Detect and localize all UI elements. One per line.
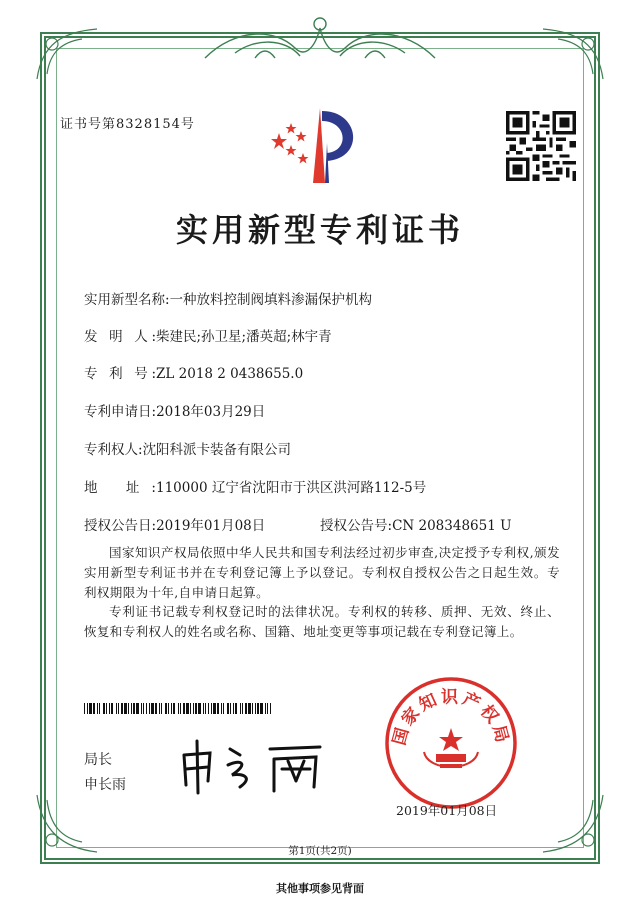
patentee-value: 沈阳科派卡装备有限公司	[142, 442, 292, 458]
application-date-label: 专利申请日:	[84, 404, 157, 420]
grant-date-row	[84, 514, 265, 534]
page-number: 第1页(共2页)	[288, 845, 352, 857]
patent-number-label: 专 利 号:	[84, 366, 156, 382]
barcode	[84, 703, 272, 714]
footer-note: 其他事项参见背面	[276, 882, 364, 895]
certificate-title: 实用新型专利证书	[175, 211, 464, 249]
application-date-row	[84, 400, 265, 420]
grant-number-label: 授权公告号:	[320, 518, 393, 534]
top-right-corner-ornament	[538, 24, 608, 84]
utility-model-name-row	[84, 288, 372, 308]
patent-number-row	[84, 362, 303, 382]
inventor-row	[84, 325, 332, 345]
inventor-value: 柴建民;孙卫星;潘英超;林宇青	[156, 329, 332, 345]
director-title: 局长	[84, 752, 112, 768]
qr-code	[506, 111, 576, 181]
address-label: 地 址:	[84, 480, 156, 496]
address-value: 110000 辽宁省沈阳市于洪区洪河路112-5号	[156, 480, 427, 496]
grant-number-row	[320, 514, 511, 534]
utility-model-name-value: 一种放料控制阀填料渗漏保护机构	[169, 292, 373, 308]
certificate-number: 证书号第8328154号	[60, 117, 195, 132]
inventor-label: 发 明 人:	[84, 329, 156, 345]
application-date-value: 2018年03月29日	[156, 404, 266, 420]
patent-number-value: ZL 2018 2 0438655.0	[156, 366, 304, 382]
top-ornament	[195, 8, 445, 68]
utility-model-name-label: 实用新型名称:	[84, 292, 170, 308]
cnipa-emblem-logo	[265, 103, 375, 193]
address-row	[84, 476, 426, 496]
grant-statement-paragraph: 国家知识产权局依照中华人民共和国专利法经过初步审查,决定授予专利权,颁发实用新型专利证书并在专利登记簿上予以登记。专利权自授权公告之日起生效。专利权期限为十年,自申请日起算。	[84, 545, 560, 600]
seal-text: 国家知识产权局	[389, 687, 513, 748]
top-left-corner-ornament	[32, 24, 102, 84]
legal-status-paragraph: 专利证书记载专利权登记时的法律状况。专利权的转移、质押、无效、终止、恢复和专利权人的姓名或名称、国籍、地址变更等事项记载在专利登记簿上。	[84, 604, 560, 639]
patentee-row	[84, 438, 291, 458]
seal-date: 2019年01月08日	[396, 803, 498, 818]
grant-date-value: 2019年01月08日	[156, 518, 266, 534]
director-signature	[170, 735, 330, 795]
grant-date-label: 授权公告日:	[84, 518, 157, 534]
patentee-label: 专利权人:	[84, 442, 143, 458]
grant-number-value: CN 208348651 U	[392, 518, 512, 534]
director-name: 申长雨	[84, 777, 126, 793]
official-seal	[384, 676, 518, 810]
